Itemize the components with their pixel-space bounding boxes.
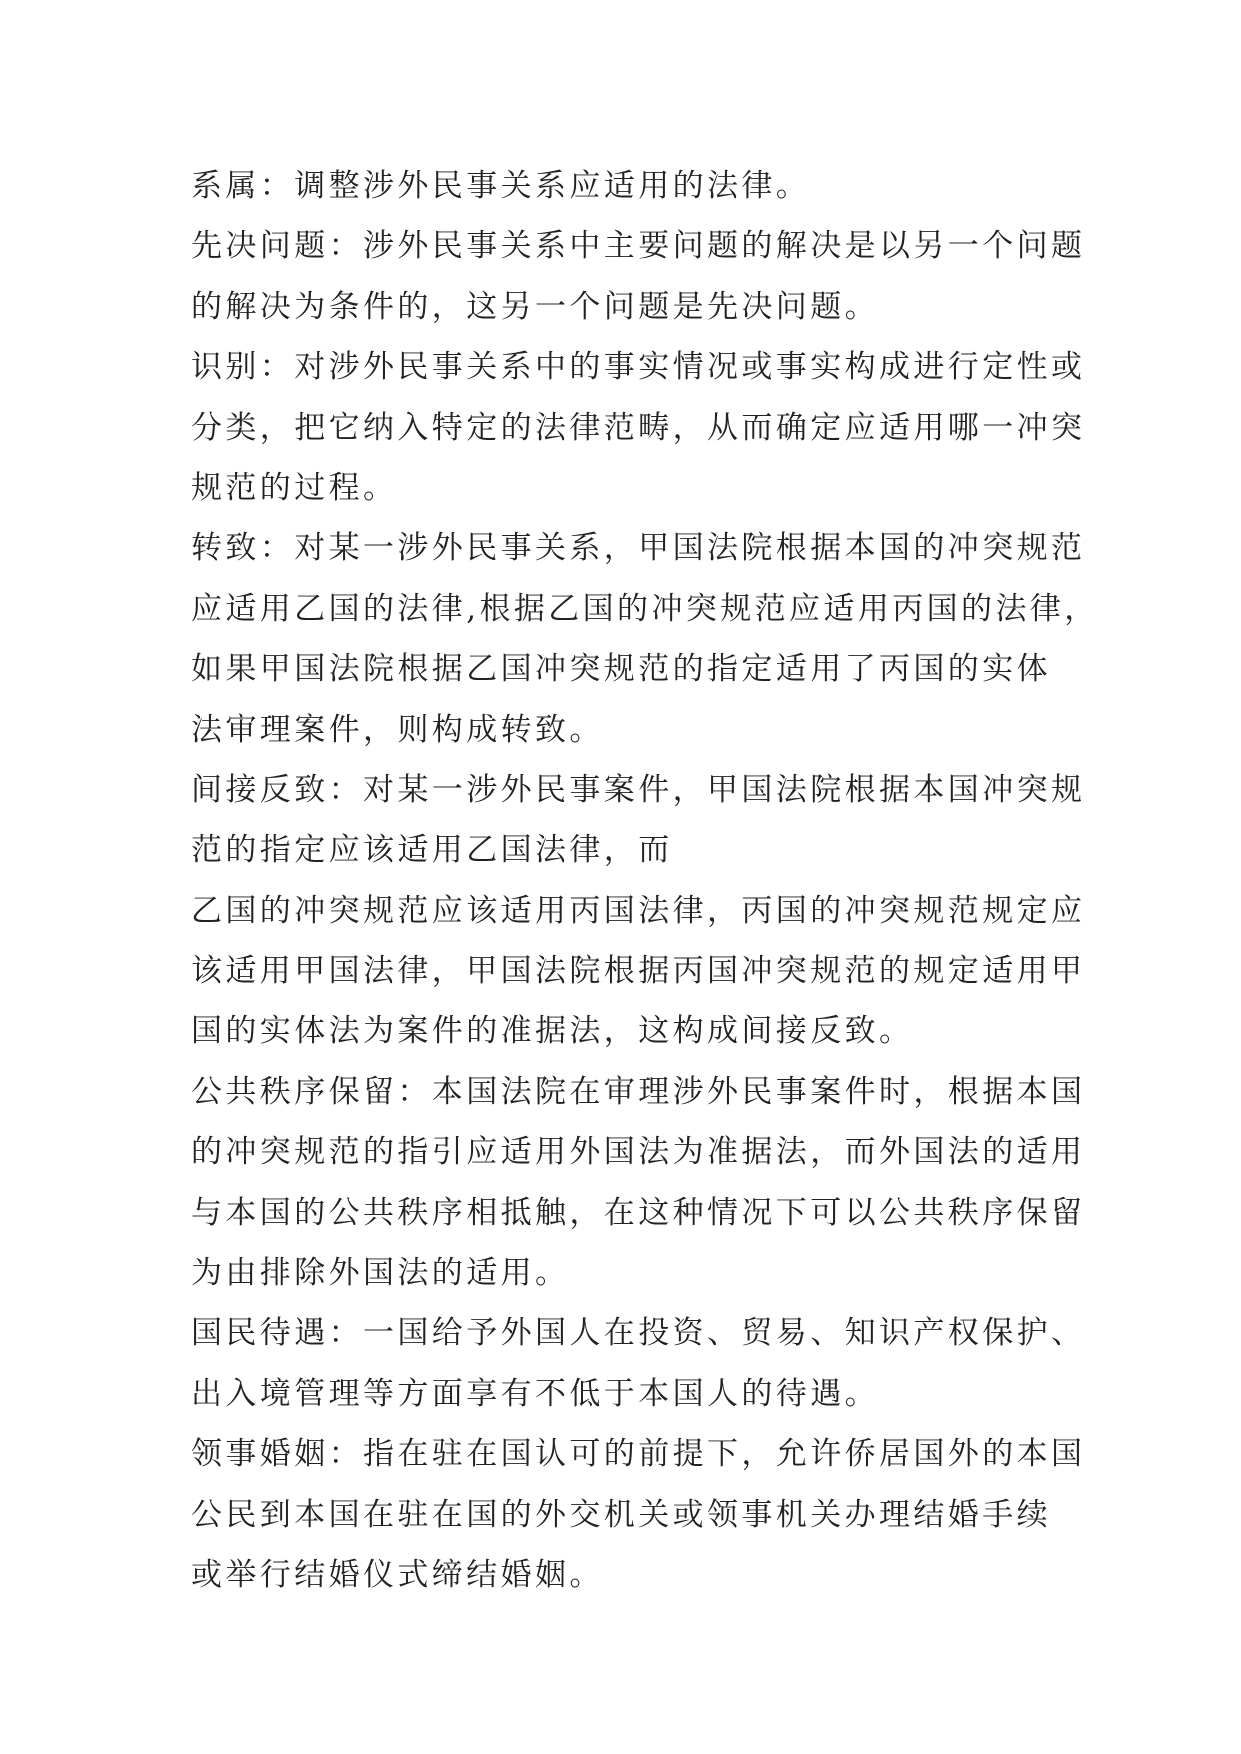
text-line: 与本国的公共秩序相抵触，在这种情况下可以公共秩序保留 bbox=[191, 1194, 1086, 1231]
text-line: 领事婚姻：指在驻在国认可的前提下，允许侨居国外的本国 bbox=[191, 1436, 1086, 1473]
text-line: 的解决为条件的，这另一个问题是先决问题。 bbox=[191, 288, 879, 325]
text-line: 如果甲国法院根据乙国冲突规范的指定适用了丙国的实体 bbox=[191, 651, 1051, 688]
text-line: 公民到本国在驻在国的外交机关或领事机关办理结婚手续 bbox=[191, 1496, 1051, 1533]
text-line: 系属：调整涉外民事关系应适用的法律。 bbox=[191, 168, 811, 204]
text-line: 该适用甲国法律，甲国法院根据丙国冲突规范的规定适用甲 bbox=[191, 953, 1086, 990]
text-line: 公共秩序保留：本国法院在审理涉外民事案件时，根据本国 bbox=[191, 1073, 1086, 1110]
text-line: 或举行结婚仪式缔结婚姻。 bbox=[191, 1556, 604, 1593]
text-line: 间接反致：对某一涉外民事案件，甲国法院根据本国冲突规 bbox=[191, 771, 1086, 808]
text-line: 先决问题：涉外民事关系中主要问题的解决是以另一个问题 bbox=[191, 228, 1086, 265]
text-line: 法审理案件，则构成转致。 bbox=[191, 711, 604, 748]
text-line: 应适用乙国的法律,根据乙国的冲突规范应适用丙国的法律， bbox=[191, 590, 1099, 627]
text-line: 出入境管理等方面享有不低于本国人的待遇。 bbox=[191, 1375, 879, 1412]
text-line: 分类，把它纳入特定的法律范畴，从而确定应适用哪一冲突 bbox=[191, 409, 1086, 446]
text-line: 为由排除外国法的适用。 bbox=[191, 1255, 570, 1292]
text-line: 规范的过程。 bbox=[191, 469, 398, 506]
text-line: 范的指定应该适用乙国法律，而 bbox=[191, 832, 673, 869]
text-line: 国民待遇：一国给予外国人在投资、贸易、知识产权保护、 bbox=[191, 1315, 1086, 1352]
text-line: 的冲突规范的指引应适用外国法为准据法，而外国法的适用 bbox=[191, 1134, 1086, 1171]
document-body bbox=[191, 156, 1099, 1605]
text-line: 国的实体法为案件的准据法，这构成间接反致。 bbox=[191, 1013, 914, 1050]
text-line: 转致：对某一涉外民事关系，甲国法院根据本国的冲突规范 bbox=[191, 530, 1086, 567]
text-line: 识别：对涉外民事关系中的事实情况或事实构成进行定性或 bbox=[191, 349, 1086, 386]
text-line: 乙国的冲突规范应该适用丙国法律，丙国的冲突规范规定应 bbox=[191, 892, 1086, 929]
